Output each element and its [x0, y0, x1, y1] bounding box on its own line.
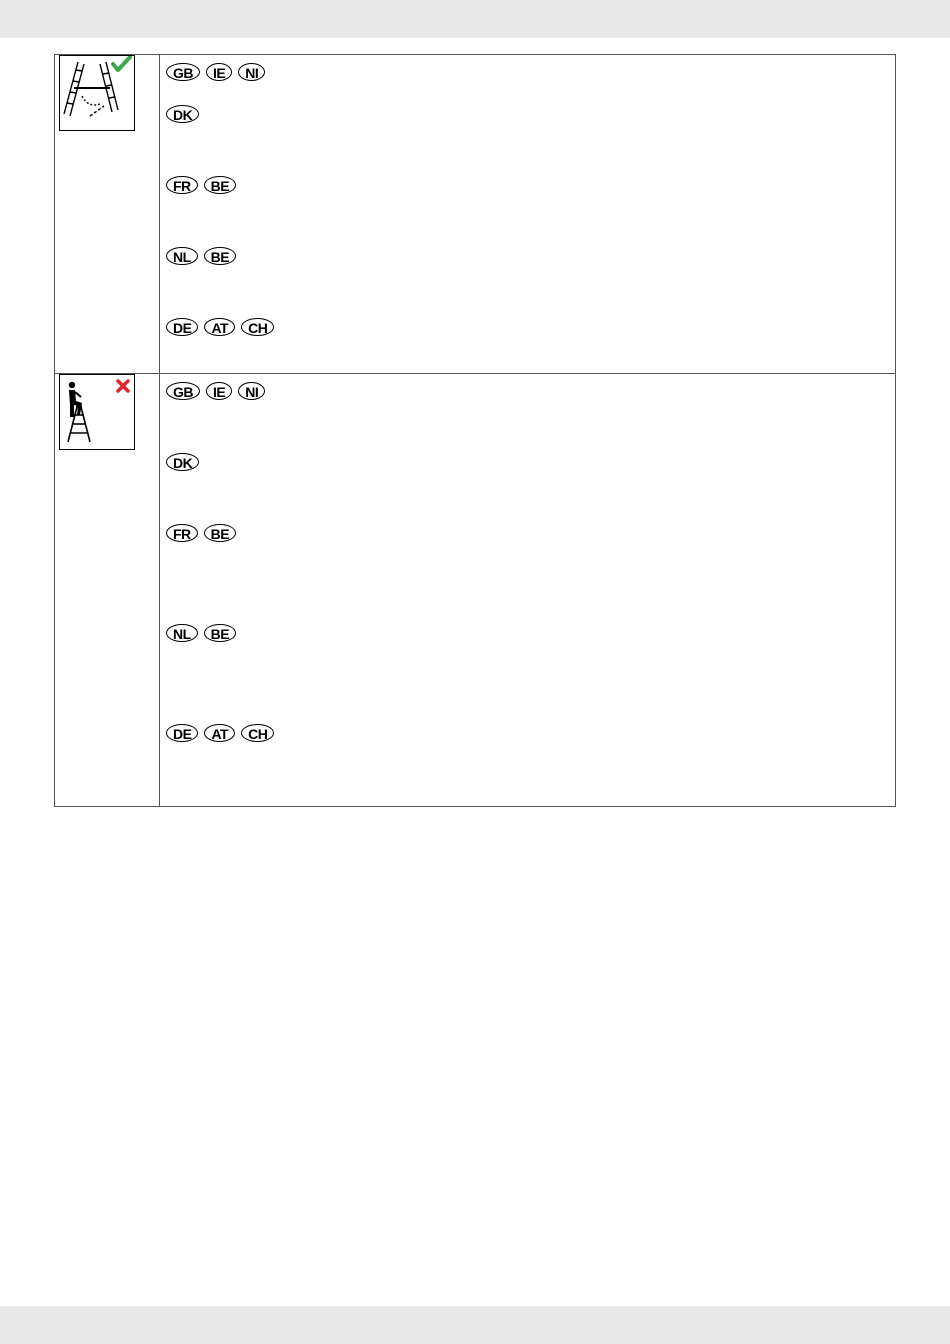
ladder-open-check-icon: [59, 55, 135, 131]
badge-ie: IE: [206, 63, 232, 81]
badge-de: DE: [166, 724, 198, 742]
badge-gb: GB: [166, 63, 200, 81]
badge-at: AT: [204, 318, 235, 336]
table-row: [55, 55, 896, 374]
badge-ni: NI: [238, 63, 265, 81]
badge-fr: FR: [166, 176, 198, 194]
lang-group-gb-ie-ni: [166, 382, 265, 400]
lang-group-de-at-ch: [166, 724, 274, 742]
badge-ch: CH: [241, 318, 274, 336]
bottom-band: [0, 1306, 950, 1344]
lang-group-de-at-ch: [166, 318, 274, 336]
badge-be: BE: [204, 247, 236, 265]
badge-ie: IE: [206, 382, 232, 400]
badge-at: AT: [204, 724, 235, 742]
lang-group-fr-be: [166, 176, 236, 194]
lang-group-fr-be: [166, 524, 236, 542]
lang-group-nl-be: [166, 624, 236, 642]
icon-cell: [55, 55, 160, 374]
badge-nl: NL: [166, 247, 198, 265]
lang-group-dk: [166, 453, 199, 471]
badge-nl: NL: [166, 624, 198, 642]
language-cell: [160, 374, 896, 807]
badge-fr: FR: [166, 524, 198, 542]
language-cell: [160, 55, 896, 374]
badge-ch: CH: [241, 724, 274, 742]
badge-gb: GB: [166, 382, 200, 400]
badge-de: DE: [166, 318, 198, 336]
badge-dk: DK: [166, 105, 199, 123]
table-row: [55, 374, 896, 807]
badge-dk: DK: [166, 453, 199, 471]
top-band: [0, 0, 950, 38]
badge-ni: NI: [238, 382, 265, 400]
lang-group-nl-be: [166, 247, 236, 265]
instruction-table: [54, 54, 896, 807]
lang-group-dk: [166, 105, 199, 123]
lang-group-gb-ie-ni: [166, 63, 265, 81]
badge-be: BE: [204, 524, 236, 542]
badge-be: BE: [204, 624, 236, 642]
badge-be: BE: [204, 176, 236, 194]
icon-cell: [55, 374, 160, 807]
person-on-ladder-cross-icon: [59, 374, 135, 450]
